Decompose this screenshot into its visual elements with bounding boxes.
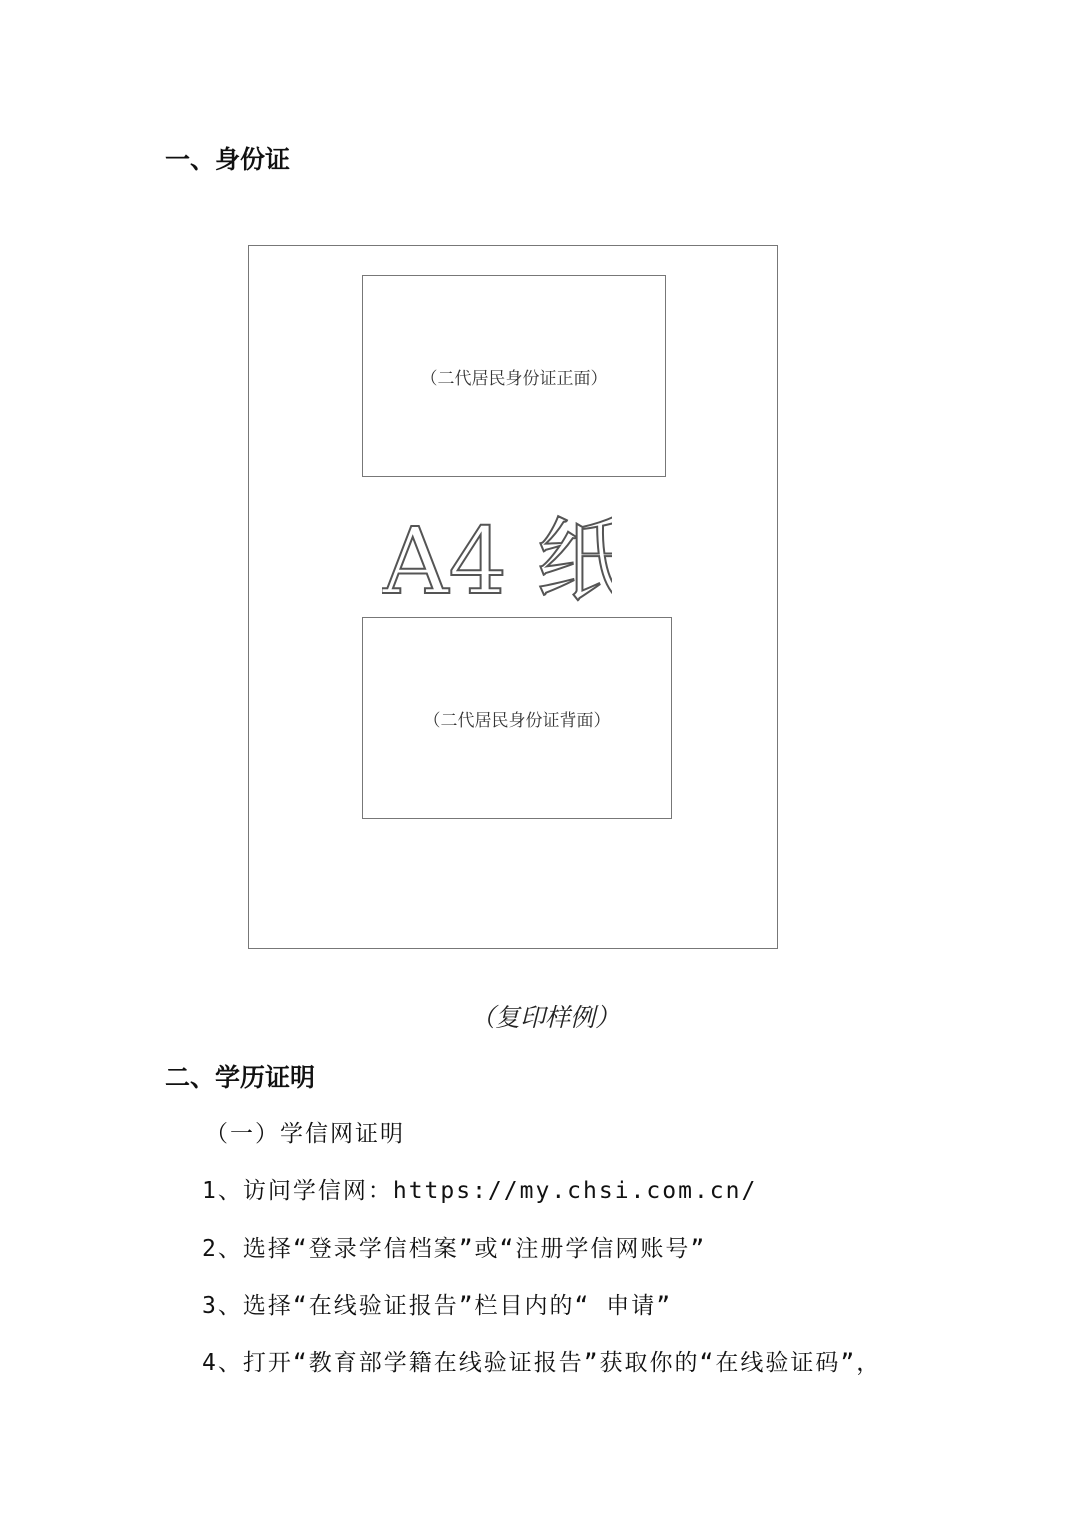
id-card-front-label: （二代居民身份证正面）	[420, 368, 608, 389]
step-item-4: 4、打开“教育部学籍在线验证报告”获取你的“在线验证码”，	[202, 1350, 882, 1376]
a4-paper-text: A4 纸	[382, 508, 612, 615]
section-heading-education-proof: 二、学历证明	[165, 1063, 316, 1092]
a4-paper-label	[382, 495, 612, 615]
subheading-chsi-proof: （一）学信网证明	[205, 1121, 405, 1147]
section-heading-id-card: 一、身份证	[165, 145, 291, 174]
id-card-back-label: （二代居民身份证背面）	[423, 710, 611, 731]
copy-sample-caption: （复印样例）	[469, 1003, 620, 1032]
id-card-front-box	[362, 275, 666, 477]
scan-artifact	[290, 233, 500, 241]
step-item-2: 2、选择“登录学信档案”或“注册学信网账号”	[202, 1236, 707, 1262]
step-item-1: 1、访问学信网：https://my.chsi.com.cn/	[202, 1178, 758, 1204]
id-card-back-box	[362, 617, 672, 819]
step-item-3: 3、选择“在线验证报告”栏目内的“ 申请”	[202, 1293, 673, 1319]
